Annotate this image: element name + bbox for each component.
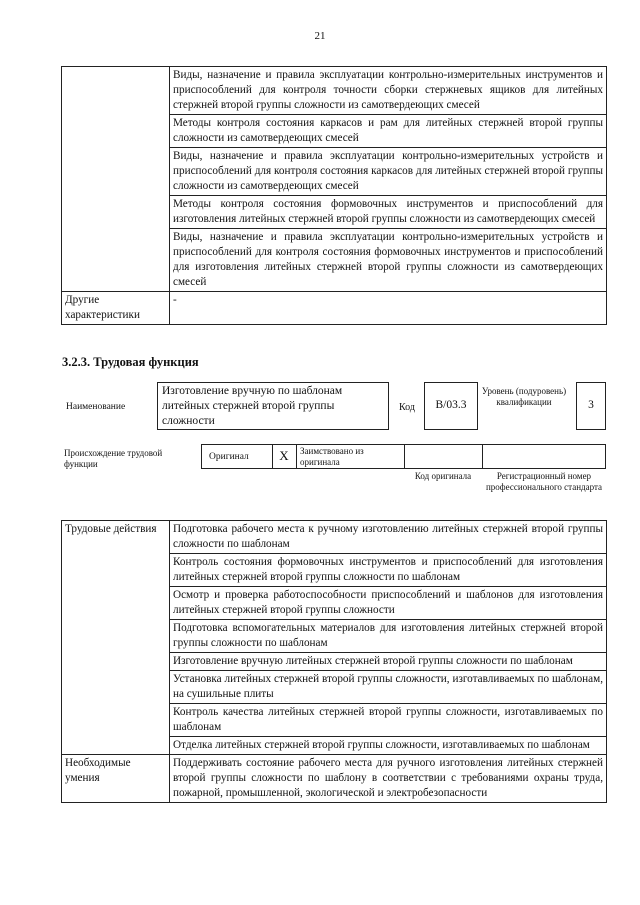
origin-row — [201, 444, 606, 469]
actions-skills-table — [61, 520, 607, 803]
code-label: Код — [399, 402, 415, 413]
table-row — [62, 755, 607, 803]
origin-label: Происхождение трудовой функции — [64, 448, 163, 469]
original-label: Оригинал — [209, 452, 249, 462]
knowledge-table — [61, 66, 607, 325]
table-cell-label — [62, 67, 170, 292]
table-cell-text: Виды, назначение и правила эксплуатации контрольно-измерительных инструментов и приспособлений для контроля точности сборки стержневых ящиков для литейных стержней второй группы сложности из самотвердеющих смесей — [170, 67, 607, 115]
table-cell-text: Отделка литейных стержней второй группы сложности, изготавливаемых по шаблонам — [170, 737, 607, 755]
level-value-box: 3 — [576, 382, 606, 430]
table-cell-text: Осмотр и проверка работоспособности приспособлений и шаблонов для изготовления литейных стержней второй группы сложности — [170, 587, 607, 620]
borrowed-label: Заимствовано из оригинала — [300, 446, 364, 467]
table-cell-text: Методы контроля состояния каркасов и рам для литейных стержней второй группы сложности из самотвердеющих смесей — [170, 115, 607, 148]
table-row — [62, 67, 607, 115]
level-label: Уровень (подуровень) квалификации — [481, 386, 567, 407]
table-cell-text: Контроль качества литейных стержней второй группы сложности, изготавливаемых по шаблонам — [170, 704, 607, 737]
table-row — [62, 292, 607, 325]
page-number: 21 — [314, 30, 326, 42]
table-row — [62, 521, 607, 554]
table-cell-text: Установка литейных стержней второй группы сложности, изготавливаемых по шаблонам, на сушильные плиты — [170, 671, 607, 704]
table-cell-text: Подготовка вспомогательных материалов для изготовления литейных стержней второй группы сложности по шаблонам — [170, 620, 607, 653]
table-cell-label: Трудовые действия — [62, 521, 170, 755]
section-heading: 3.2.3. Трудовая функция — [62, 355, 199, 369]
function-name-box: Изготовление вручную по шаблонам литейных стержней второй группы сложности — [157, 382, 389, 430]
table-cell-text: Методы контроля состояния формовочных инструментов и приспособлений для изготовления литейных стержней второй группы сложности из самотвердеющих смесей — [170, 196, 607, 229]
table-cell-text: - — [170, 292, 607, 325]
table-cell-text: Подготовка рабочего места к ручному изготовлению литейных стержней второй группы сложности по шаблонам — [170, 521, 607, 554]
table-cell-text: Контроль состояния формовочных инструментов и приспособлений для изготовления литейных стержней второй группы сложности по шаблонам — [170, 554, 607, 587]
code-value-box: B/03.3 — [424, 382, 478, 430]
table-cell-text: Виды, назначение и правила эксплуатации контрольно-измерительных устройств и приспособлений для контроля состояния каркасов для литейных стержней второй группы сложности из самотвердеющих смесей — [170, 148, 607, 196]
original-mark: X — [279, 448, 289, 463]
table-cell-text: Поддерживать состояние рабочего места для ручного изготовления литейных стержней второй группы сложности по шаблону в соответствии с требованиями охраны труда, пожарной, промышленной, экологической и электробезопасности — [170, 755, 607, 803]
table-cell-text: Изготовление вручную литейных стержней второй группы сложности по шаблонам — [170, 653, 607, 671]
table-cell-label: Необходимые умения — [62, 755, 170, 803]
reg-number-label: Регистрационный номер профессионального стандарта — [485, 471, 603, 492]
table-cell-label: Другие характеристики — [62, 292, 170, 325]
table-cell-text: Виды, назначение и правила эксплуатации контрольно-измерительных устройств и приспособлений для контроля состояния формовочных инструментов и приспособлений для изготовления литейных стержней второй группы сложности из самотвердеющих смесей — [170, 229, 607, 292]
name-label: Наименование — [66, 402, 126, 412]
code-original-label: Код оригинала — [414, 471, 472, 481]
